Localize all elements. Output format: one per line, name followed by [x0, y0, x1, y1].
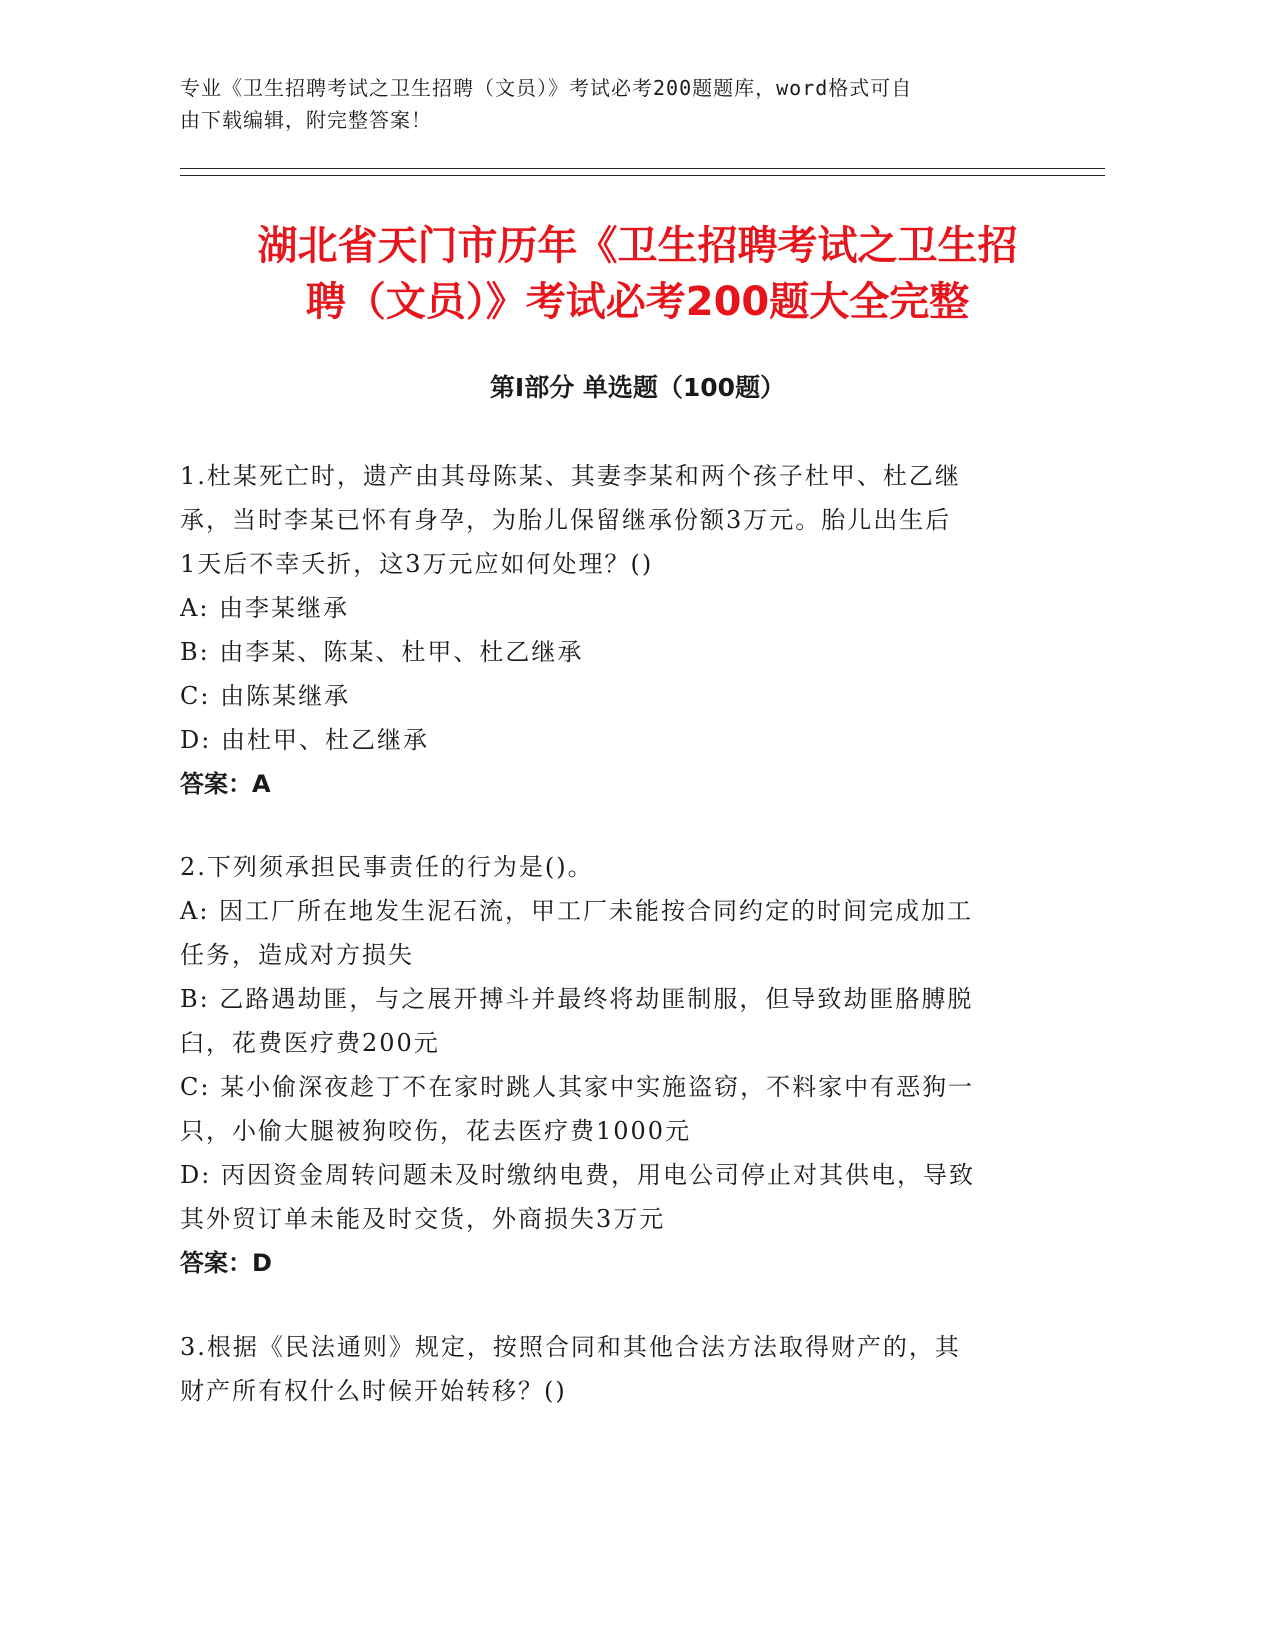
question-2-option-a: A: 因工厂所在地发生泥石流，甲工厂未能按合同约定的时间完成加工: [180, 897, 974, 925]
header-note-line-1: 专业《卫生招聘考试之卫生招聘（文员）》考试必考200题题库，word格式可自: [180, 76, 913, 100]
question-2-option-a-cont: 任务，造成对方损失: [180, 941, 414, 969]
question-1-option-d: D: 由杜甲、杜乙继承: [180, 726, 429, 754]
section-title: 第Ⅰ部分 单选题（100题）: [489, 373, 786, 402]
question-2-option-c-cont: 只，小偷大腿被狗咬伤，花去医疗费1000元: [180, 1117, 692, 1145]
question-1-option-a: A: 由李某继承: [180, 594, 350, 622]
question-1-option-b: B: 由李某、陈某、杜甲、杜乙继承: [180, 638, 584, 666]
question-2: [180, 845, 1030, 1285]
question-3: [180, 1325, 1030, 1413]
question-1-option-c: C: 由陈某继承: [180, 682, 351, 710]
document-title-line-2: 聘（文员）》考试必考200题大全完整: [305, 279, 970, 325]
question-3-line: 财产所有权什么时候开始转移？(): [180, 1377, 567, 1405]
header-rule-bottom: [180, 175, 1105, 176]
document-title: [150, 218, 1125, 330]
question-1: [180, 454, 1030, 806]
question-1-line: 1天后不幸夭折，这3万元应如何处理？(): [180, 550, 654, 578]
question-1-line: 1.杜某死亡时，遗产由其母陈某、其妻李某和两个孩子杜甲、杜乙继: [180, 462, 961, 490]
header-note: [180, 72, 1030, 136]
question-2-option-b-cont: 臼，花费医疗费200元: [180, 1029, 440, 1057]
question-2-option-c: C: 某小偷深夜趁丁不在家时跳人其家中实施盗窃，不料家中有恶狗一: [180, 1073, 975, 1101]
question-2-line: 2.下列须承担民事责任的行为是()。: [180, 853, 594, 881]
header-note-line-2: 由下载编辑，附完整答案！: [180, 108, 432, 132]
question-2-option-d: D: 丙因资金周转问题未及时缴纳电费，用电公司停止对其供电，导致: [180, 1161, 975, 1189]
question-2-option-d-cont: 其外贸订单未能及时交货，外商损失3万元: [180, 1205, 666, 1233]
question-3-line: 3.根据《民法通则》规定，按照合同和其他合法方法取得财产的，其: [180, 1333, 961, 1361]
question-1-line: 承，当时李某已怀有身孕，为胎儿保留继承份额3万元。胎儿出生后: [180, 506, 952, 534]
question-2-answer: 答案：D: [180, 1249, 272, 1277]
question-1-answer: 答案：A: [180, 770, 271, 798]
document-title-line-1: 湖北省天门市历年《卫生招聘考试之卫生招: [257, 223, 1018, 269]
question-2-option-b: B: 乙路遇劫匪，与之展开搏斗并最终将劫匪制服，但导致劫匪胳膊脱: [180, 985, 974, 1013]
header-rule-top: [180, 168, 1105, 169]
